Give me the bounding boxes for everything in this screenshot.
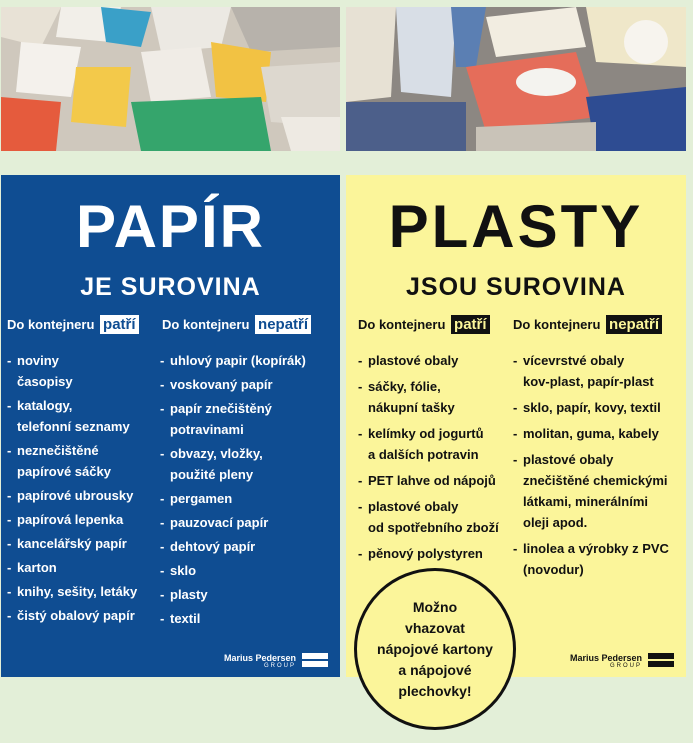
plastic-not-list	[513, 350, 683, 580]
list-item: - pauzovací papír	[160, 512, 338, 533]
heading-prefix: Do kontejneru	[513, 317, 601, 332]
badge-line: Možno	[412, 598, 458, 615]
logo-mark-icon	[302, 653, 328, 667]
logo-group: GROUP	[263, 663, 296, 669]
plastic-photo	[346, 7, 686, 151]
list-item: - molitan, guma, kabely	[513, 423, 683, 444]
list-item: - plastové obaly	[513, 449, 683, 470]
plastic-subtitle: JSOU SUROVINA	[406, 273, 626, 301]
badge-text	[370, 597, 500, 702]
list-item-continuation: papírové sáčky	[17, 464, 111, 479]
list-item-continuation: telefonní seznamy	[17, 419, 130, 434]
list-item-continuation: časopisy	[17, 374, 73, 389]
list-item: - vícevrstvé obaly	[513, 350, 683, 371]
heading-keyword: nepatří	[255, 315, 311, 334]
paper-photo	[1, 7, 340, 151]
heading-prefix: Do kontejneru	[162, 317, 250, 332]
paper-not-heading	[162, 315, 311, 334]
list-item: - papírová lepenka	[7, 509, 157, 530]
list-item: - papírové ubrousky	[7, 485, 157, 506]
list-item: - textil	[160, 608, 338, 629]
plastic-logo	[570, 653, 642, 669]
paper-title: PAPÍR	[76, 193, 265, 260]
plastic-belongs-heading	[358, 315, 490, 334]
plastic-title: PLASTY	[388, 193, 644, 260]
plastic-belongs-list	[358, 350, 518, 564]
badge-line: plechovky!	[398, 682, 472, 699]
list-item: - plastové obaly	[358, 350, 518, 371]
list-item: - obvazy, vložky,	[160, 443, 338, 464]
list-item-continuation: znečištěné chemickými	[523, 473, 668, 488]
paper-subtitle: JE SUROVINA	[80, 273, 261, 301]
list-item: - kelímky od jogurtů	[358, 423, 518, 444]
list-item: - karton	[7, 557, 157, 578]
heading-keyword: patří	[100, 315, 139, 334]
list-item-continuation: látkami, minerálními	[523, 494, 648, 509]
list-item: - plastové obaly	[358, 496, 518, 517]
list-item: - voskovaný papír	[160, 374, 338, 395]
list-item: - kancelářský papír	[7, 533, 157, 554]
list-item: - sáčky, fólie,	[358, 376, 518, 397]
list-item-continuation: a dalších potravin	[368, 447, 479, 462]
list-item-continuation: použité pleny	[170, 467, 254, 482]
list-item: - pergamen	[160, 488, 338, 509]
logo-group: GROUP	[609, 663, 642, 669]
heading-prefix: Do kontejneru	[7, 317, 95, 332]
beverage-carton-badge	[354, 568, 516, 730]
logo-name: Marius Pedersen	[569, 653, 642, 663]
list-item: - katalogy,	[7, 395, 157, 416]
list-item-continuation: nákupní tašky	[368, 400, 455, 415]
logo-mark-icon	[648, 653, 674, 667]
paper-logo	[224, 653, 296, 669]
list-item: - uhlový papir (kopírák)	[160, 350, 338, 371]
list-item: - neznečištěné	[7, 440, 157, 461]
heading-keyword: nepatří	[606, 315, 662, 334]
list-item-continuation: oleji apod.	[523, 515, 588, 530]
logo-name: Marius Pedersen	[223, 653, 296, 663]
plastic-not-heading	[513, 315, 662, 334]
paper-poster	[1, 175, 340, 677]
list-item: - pěnový polystyren	[358, 543, 518, 564]
list-item: - PET lahve od nápojů	[358, 470, 518, 491]
paper-belongs-list	[7, 350, 157, 626]
list-item: - noviny	[7, 350, 157, 371]
heading-prefix: Do kontejneru	[358, 317, 446, 332]
badge-line: nápojové kartony	[377, 640, 493, 657]
list-item: - čistý obalový papír	[7, 605, 157, 626]
badge-line: vhazovat	[405, 619, 465, 636]
list-item-continuation: kov-plast, papír-plast	[523, 374, 654, 389]
paper-belongs-heading	[7, 315, 139, 334]
list-item: - knihy, sešity, letáky	[7, 581, 157, 602]
list-item: - dehtový papír	[160, 536, 338, 557]
list-item: - papír znečištěný	[160, 398, 338, 419]
paper-not-list	[160, 350, 338, 629]
badge-line: a nápojové	[398, 661, 472, 678]
list-item: - linolea a výrobky z PVC	[513, 538, 683, 559]
list-item: - sklo, papír, kovy, textil	[513, 397, 683, 418]
list-item-continuation: (novodur)	[523, 562, 584, 577]
list-item-continuation: od spotřebního zboží	[368, 520, 499, 535]
list-item: - plasty	[160, 584, 338, 605]
list-item: - sklo	[160, 560, 338, 581]
heading-keyword: patří	[451, 315, 490, 334]
list-item-continuation: potravinami	[170, 422, 244, 437]
